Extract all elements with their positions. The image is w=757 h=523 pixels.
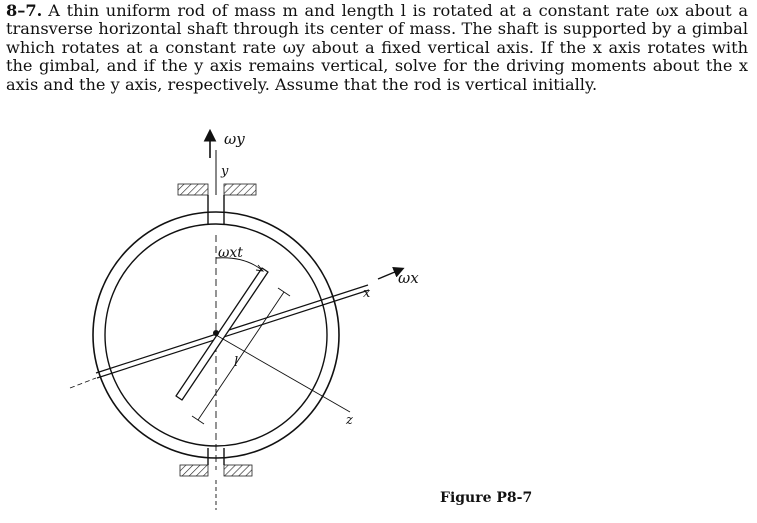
- top-bearing: [178, 184, 256, 224]
- problem-number: 8–7.: [6, 1, 43, 20]
- figure-caption: Figure P8-7: [440, 490, 533, 506]
- length-label: l: [234, 355, 239, 370]
- z-axis: [216, 335, 350, 412]
- y-axis-label: y: [221, 164, 229, 179]
- z-axis-label: z: [346, 413, 353, 428]
- omega-y-label: ωy: [224, 130, 245, 148]
- omega-x-t-label: ωxt: [218, 245, 243, 261]
- x-axis-label: x: [363, 286, 371, 301]
- problem-text: A thin uniform rod of mass m and length l is rotated at a constant rate ωx about a transverse horizontal shaft through its center of mass. The shaft is supported by a gimbal which rotates at a constant rate ωy about a fixed vertical axis. If the x axis rotates with the gimbal, and if the y axis remains vertical, solve for the driving moments about the x axis and the y axis, respectively. Assume that the rod is vertical initially.: [6, 1, 748, 94]
- omega-x-label: ωx: [398, 269, 419, 287]
- rod: [176, 268, 268, 400]
